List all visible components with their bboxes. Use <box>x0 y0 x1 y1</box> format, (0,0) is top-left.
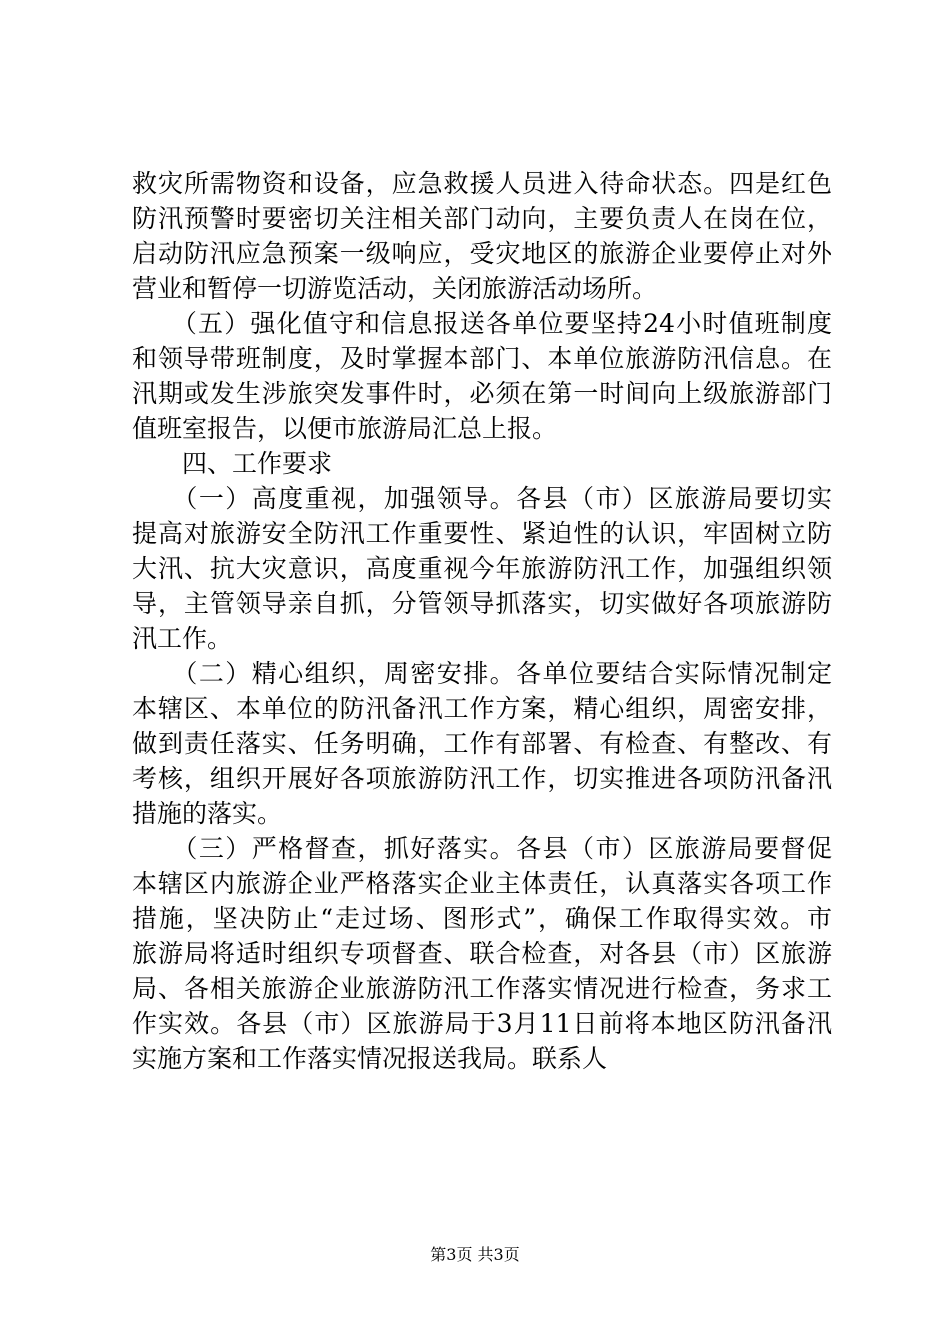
text-line: 导，主管领导亲自抓，分管领导抓落实，切实做好各项旅游防 <box>132 589 832 618</box>
text-line: 措施的落实。 <box>132 799 283 828</box>
text-line: 考核，组织开展好各项旅游防汛工作，切实推进各项防汛备汛 <box>132 764 832 793</box>
text-line: 做到责任落实、任务明确，工作有部署、有检查、有整改、有 <box>132 729 832 758</box>
text-line: （二）精心组织，周密安排。各单位要结合实际情况制定 <box>132 659 832 688</box>
text-line: 作实效。各县（市）区旅游局于3月11日前将本地区防汛备汛 <box>132 1009 832 1038</box>
text-line: 本辖区、本单位的防汛备汛工作方案，精心组织，周密安排， <box>132 694 832 723</box>
text-line: 提高对旅游安全防汛工作重要性、紧迫性的认识，牢固树立防 <box>132 519 832 548</box>
text-line: （三）严格督查，抓好落实。各县（市）区旅游局要督促 <box>132 834 832 863</box>
page-footer: 第3页 共3页 <box>430 1245 520 1264</box>
text-line: 营业和暂停一切游览活动，关闭旅游活动场所。 <box>132 274 658 303</box>
text-line: 救灾所需物资和设备，应急救援人员进入待命状态。四是红色 <box>132 169 832 198</box>
text-line: （五）强化值守和信息报送各单位要坚持24小时值班制度 <box>132 309 832 338</box>
document-body <box>132 166 832 1076</box>
text-line: （一）高度重视，加强领导。各县（市）区旅游局要切实 <box>132 484 832 513</box>
text-line: 四、工作要求 <box>132 449 333 478</box>
text-line: 和领导带班制度，及时掌握本部门、本单位旅游防汛信息。在 <box>132 344 832 373</box>
text-line: 措施，坚决防止“走过场、图形式”，确保工作取得实效。市 <box>132 904 832 933</box>
text-line: 旅游局将适时组织专项督查、联合检查，对各县（市）区旅游 <box>132 939 832 968</box>
text-line: 大汛、抗大灾意识，高度重视今年旅游防汛工作，加强组织领 <box>132 554 832 583</box>
text-line: 实施方案和工作落实情况报送我局。联系人 <box>132 1044 608 1073</box>
text-line: 局、各相关旅游企业旅游防汛工作落实情况进行检查，务求工 <box>132 974 832 1003</box>
text-line: 汛工作。 <box>132 624 233 653</box>
text-line: 值班室报告，以便市旅游局汇总上报。 <box>132 414 558 443</box>
text-line: 防汛预警时要密切关注相关部门动向，主要负责人在岗在位， <box>132 204 832 233</box>
text-line: 汛期或发生涉旅突发事件时，必须在第一时间向上级旅游部门 <box>132 379 832 408</box>
text-line: 启动防汛应急预案一级响应，受灾地区的旅游企业要停止对外 <box>132 239 832 268</box>
text-line: 本辖区内旅游企业严格落实企业主体责任，认真落实各项工作 <box>132 869 832 898</box>
